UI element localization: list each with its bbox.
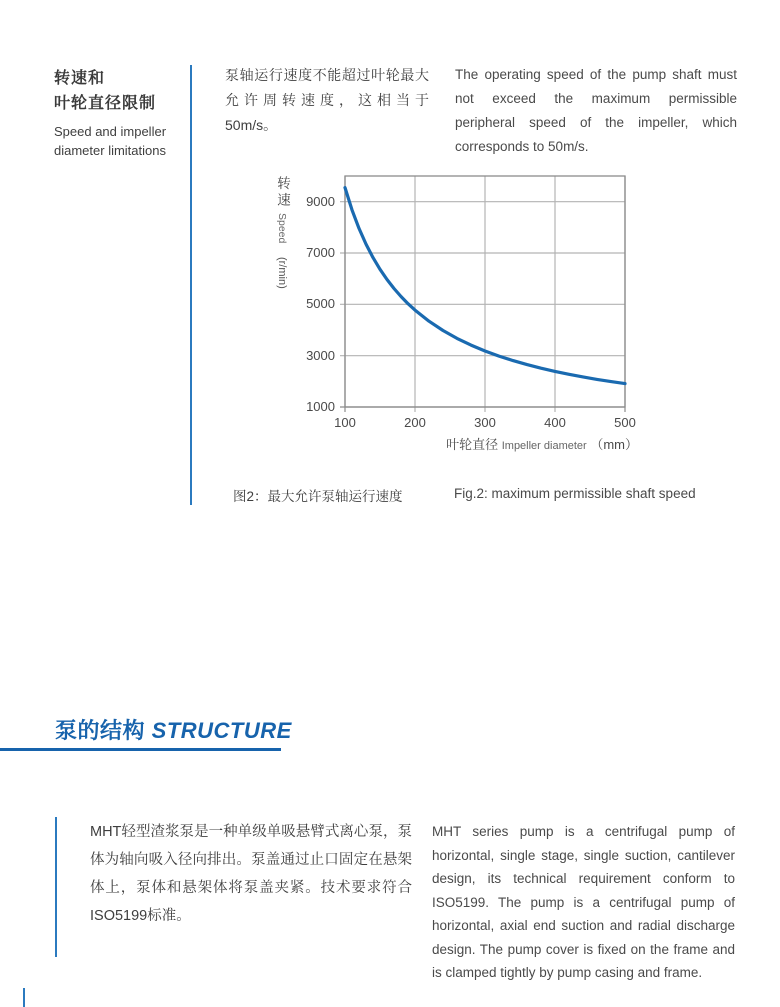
structure-heading-cjk: 泵的结构 xyxy=(55,718,146,743)
structure-paragraph-en: MHT series pump is a centrifugal pump of horizontal, single stage, single suction, cantilever design, its technical requirement conform to ISO5199. The pump is a centrifugal pump of horizontal, axial end suction and radial discharge design. The pump cover is fixed on the frame and is clamped tightly by pump casing and frame. xyxy=(432,824,735,980)
speed-section-heading xyxy=(54,66,186,160)
heading-cjk-line2: 叶轮直径限制 xyxy=(54,95,157,112)
x-tick-label: 500 xyxy=(614,415,636,430)
x-tick-label: 200 xyxy=(404,415,426,430)
x-tick-labels xyxy=(334,415,636,431)
page-corner-mark xyxy=(23,988,25,1007)
x-axis-label-en: Impeller diameter xyxy=(501,440,587,452)
figure-caption-en: Fig.2: maximum permissible shaft speed xyxy=(454,486,696,501)
structure-heading-en: STRUCTURE xyxy=(151,718,292,743)
heading-cjk-line1: 转速和 xyxy=(54,70,106,87)
x-axis-label xyxy=(345,434,638,453)
y-tick-label: 5000 xyxy=(306,296,335,311)
structure-heading-underline xyxy=(0,748,281,751)
heading-en: Speed and impeller diameter limitations xyxy=(54,124,167,158)
y-tick-label: 7000 xyxy=(306,245,335,260)
x-tick-label: 100 xyxy=(334,415,356,430)
x-axis-label-unit: （mm） xyxy=(590,437,638,452)
y-axis-label xyxy=(272,176,292,406)
structure-paragraph-cjk: MHT轻型渣浆泵是一种单级单吸悬臂式离心泵，泵体为轴向吸入径向排出。泵盖通过止口固定在悬架体上，泵体和悬架体将泵盖夹紧。技术要求符合ISO5199标准。 xyxy=(90,824,412,924)
structure-section-heading xyxy=(55,714,292,745)
y-axis-label-en: Speed xyxy=(276,213,288,244)
column-divider-rule xyxy=(190,65,192,505)
y-tick-label: 9000 xyxy=(306,194,335,209)
x-tick-label: 400 xyxy=(544,415,566,430)
figure-caption-cjk: 图2：最大允许泵轴运行速度 xyxy=(233,489,403,504)
y-tick-labels xyxy=(293,176,335,414)
y-tick-label: 3000 xyxy=(306,348,335,363)
speed-paragraph-en: The operating speed of the pump shaft must not exceed the maximum permissible peripheral speed of the impeller, which corresponds to 50m/s. xyxy=(455,67,737,154)
y-tick-label: 1000 xyxy=(306,399,335,414)
y-axis-label-unit: (r/min) xyxy=(276,257,288,290)
x-axis-label-cjk: 叶轮直径 xyxy=(446,437,499,452)
speed-chart-svg xyxy=(337,174,629,416)
y-axis-label-cjk: 转速 xyxy=(275,176,290,209)
structure-paragraph-rule xyxy=(55,817,57,957)
speed-paragraph-cjk: 泵轴运行速度不能超过叶轮最大允许周转速度，这相当于50m/s。 xyxy=(225,67,429,133)
x-tick-label: 300 xyxy=(474,415,496,430)
